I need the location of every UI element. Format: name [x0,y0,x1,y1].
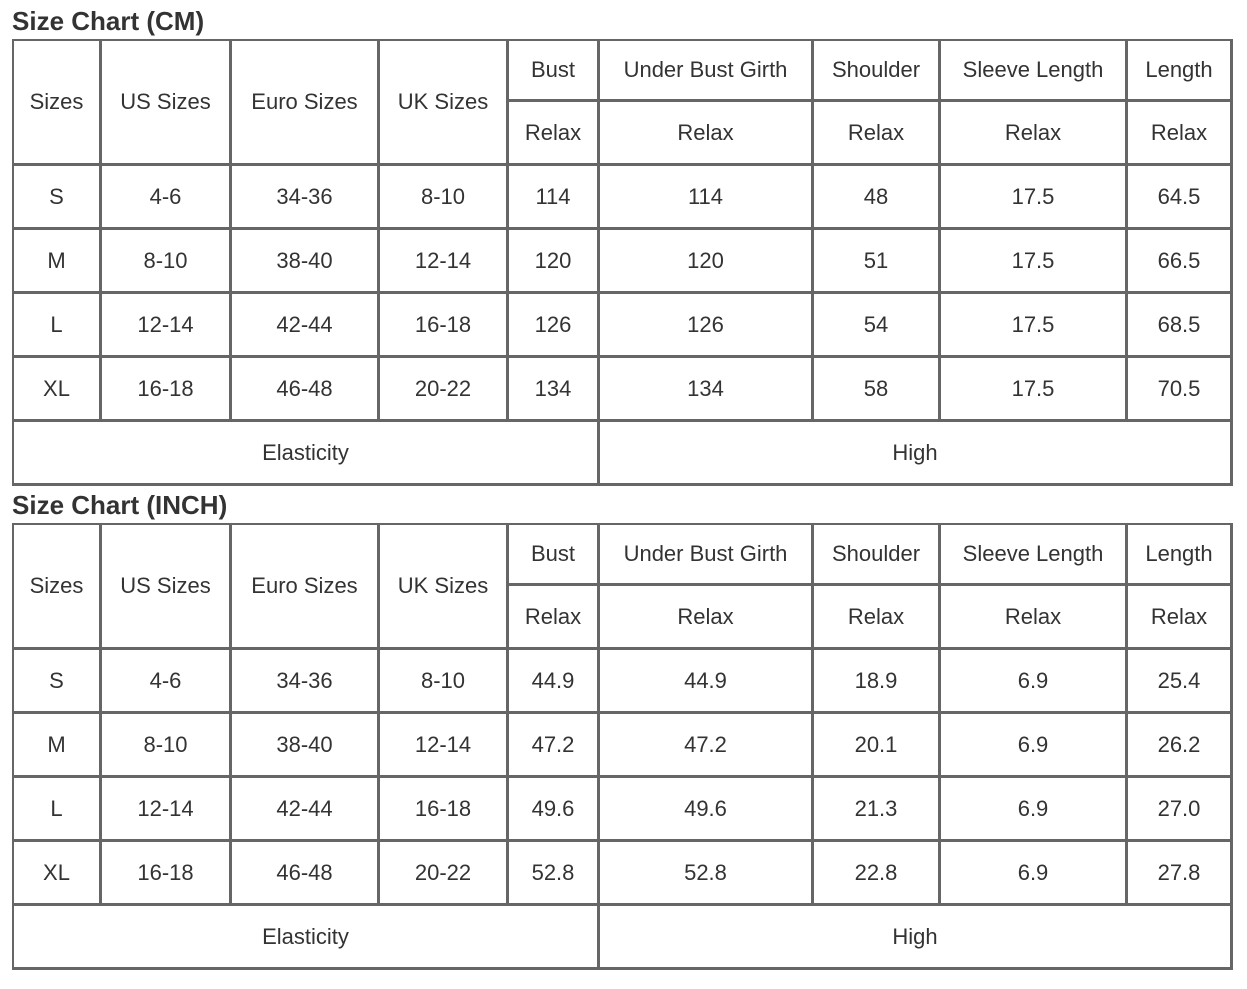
cell-uk: 12-14 [380,230,509,294]
cell-shoulder: 22.8 [814,842,941,906]
cell-euro: 34-36 [232,650,380,714]
table-row [14,294,1233,358]
header-row [14,525,1233,586]
cell-uk: 20-22 [380,358,509,422]
cell-euro: 34-36 [232,166,380,230]
relax-under-bust: Relax [600,586,814,650]
cell-sleeve: 17.5 [941,166,1128,230]
relax-shoulder: Relax [814,586,941,650]
relax-bust: Relax [509,102,600,166]
cell-uk: 16-18 [380,294,509,358]
header-length: Length [1128,525,1233,586]
header-sleeve-length: Sleeve Length [941,525,1128,586]
cell-length: 27.8 [1128,842,1233,906]
table-row [14,230,1233,294]
cell-euro: 46-48 [232,358,380,422]
cell-bust: 126 [509,294,600,358]
cell-us: 8-10 [102,230,232,294]
cell-length: 27.0 [1128,778,1233,842]
relax-sleeve: Relax [941,586,1128,650]
header-under-bust-girth: Under Bust Girth [600,41,814,102]
cell-size: S [14,166,102,230]
size-chart-cm-title: Size Chart (CM) [12,6,205,36]
cell-sleeve: 6.9 [941,778,1128,842]
cell-under-bust: 49.6 [600,778,814,842]
cell-length: 25.4 [1128,650,1233,714]
table-row [14,714,1233,778]
relax-length: Relax [1128,586,1233,650]
elasticity-value: High [600,906,1233,970]
header-uk-sizes: UK Sizes [380,41,509,166]
cell-length: 70.5 [1128,358,1233,422]
relax-sleeve: Relax [941,102,1128,166]
table-row [14,650,1233,714]
table-row [14,842,1233,906]
elasticity-label: Elasticity [14,422,600,486]
cell-us: 16-18 [102,842,232,906]
cell-bust: 47.2 [509,714,600,778]
header-under-bust-girth: Under Bust Girth [600,525,814,586]
cell-bust: 49.6 [509,778,600,842]
cell-shoulder: 20.1 [814,714,941,778]
cell-under-bust: 47.2 [600,714,814,778]
cell-sleeve: 6.9 [941,714,1128,778]
header-bust: Bust [509,525,600,586]
size-chart-cm-table [12,39,1233,486]
header-euro-sizes: Euro Sizes [232,41,380,166]
elasticity-label: Elasticity [14,906,600,970]
cell-sleeve: 6.9 [941,842,1128,906]
cell-length: 64.5 [1128,166,1233,230]
cell-size: M [14,714,102,778]
cell-size: L [14,294,102,358]
relax-length: Relax [1128,102,1233,166]
cell-shoulder: 54 [814,294,941,358]
cell-euro: 38-40 [232,230,380,294]
cell-us: 16-18 [102,358,232,422]
cell-sleeve: 17.5 [941,230,1128,294]
relax-bust: Relax [509,586,600,650]
relax-shoulder: Relax [814,102,941,166]
size-chart-inch-title: Size Chart (INCH) [12,490,228,520]
header-sizes: Sizes [14,41,102,166]
cell-us: 12-14 [102,778,232,842]
cell-euro: 42-44 [232,778,380,842]
table-row [14,358,1233,422]
header-shoulder: Shoulder [814,525,941,586]
cell-shoulder: 21.3 [814,778,941,842]
cell-sleeve: 6.9 [941,650,1128,714]
cell-length: 26.2 [1128,714,1233,778]
cell-bust: 120 [509,230,600,294]
cell-length: 66.5 [1128,230,1233,294]
cell-sleeve: 17.5 [941,358,1128,422]
size-chart-inch-table [12,523,1233,970]
cell-uk: 12-14 [380,714,509,778]
header-euro-sizes: Euro Sizes [232,525,380,650]
cell-uk: 8-10 [380,166,509,230]
cell-bust: 44.9 [509,650,600,714]
header-shoulder: Shoulder [814,41,941,102]
cell-euro: 46-48 [232,842,380,906]
cell-sleeve: 17.5 [941,294,1128,358]
cell-us: 12-14 [102,294,232,358]
table-row [14,778,1233,842]
elasticity-value: High [600,422,1233,486]
cell-under-bust: 114 [600,166,814,230]
header-uk-sizes: UK Sizes [380,525,509,650]
cell-euro: 42-44 [232,294,380,358]
header-length: Length [1128,41,1233,102]
cell-under-bust: 120 [600,230,814,294]
elasticity-row [14,906,1233,970]
table-row [14,166,1233,230]
relax-under-bust: Relax [600,102,814,166]
cell-uk: 20-22 [380,842,509,906]
cell-us: 4-6 [102,650,232,714]
cell-under-bust: 44.9 [600,650,814,714]
cell-bust: 114 [509,166,600,230]
cell-size: XL [14,358,102,422]
cell-shoulder: 18.9 [814,650,941,714]
cell-uk: 8-10 [380,650,509,714]
cell-size: S [14,650,102,714]
cell-under-bust: 126 [600,294,814,358]
cell-us: 8-10 [102,714,232,778]
cell-shoulder: 51 [814,230,941,294]
header-us-sizes: US Sizes [102,41,232,166]
header-row [14,41,1233,102]
cell-size: M [14,230,102,294]
header-sleeve-length: Sleeve Length [941,41,1128,102]
header-sizes: Sizes [14,525,102,650]
cell-uk: 16-18 [380,778,509,842]
cell-shoulder: 58 [814,358,941,422]
cell-length: 68.5 [1128,294,1233,358]
header-bust: Bust [509,41,600,102]
cell-size: L [14,778,102,842]
cell-size: XL [14,842,102,906]
cell-euro: 38-40 [232,714,380,778]
cell-bust: 52.8 [509,842,600,906]
cell-bust: 134 [509,358,600,422]
cell-shoulder: 48 [814,166,941,230]
header-us-sizes: US Sizes [102,525,232,650]
cell-under-bust: 134 [600,358,814,422]
cell-us: 4-6 [102,166,232,230]
cell-under-bust: 52.8 [600,842,814,906]
elasticity-row [14,422,1233,486]
